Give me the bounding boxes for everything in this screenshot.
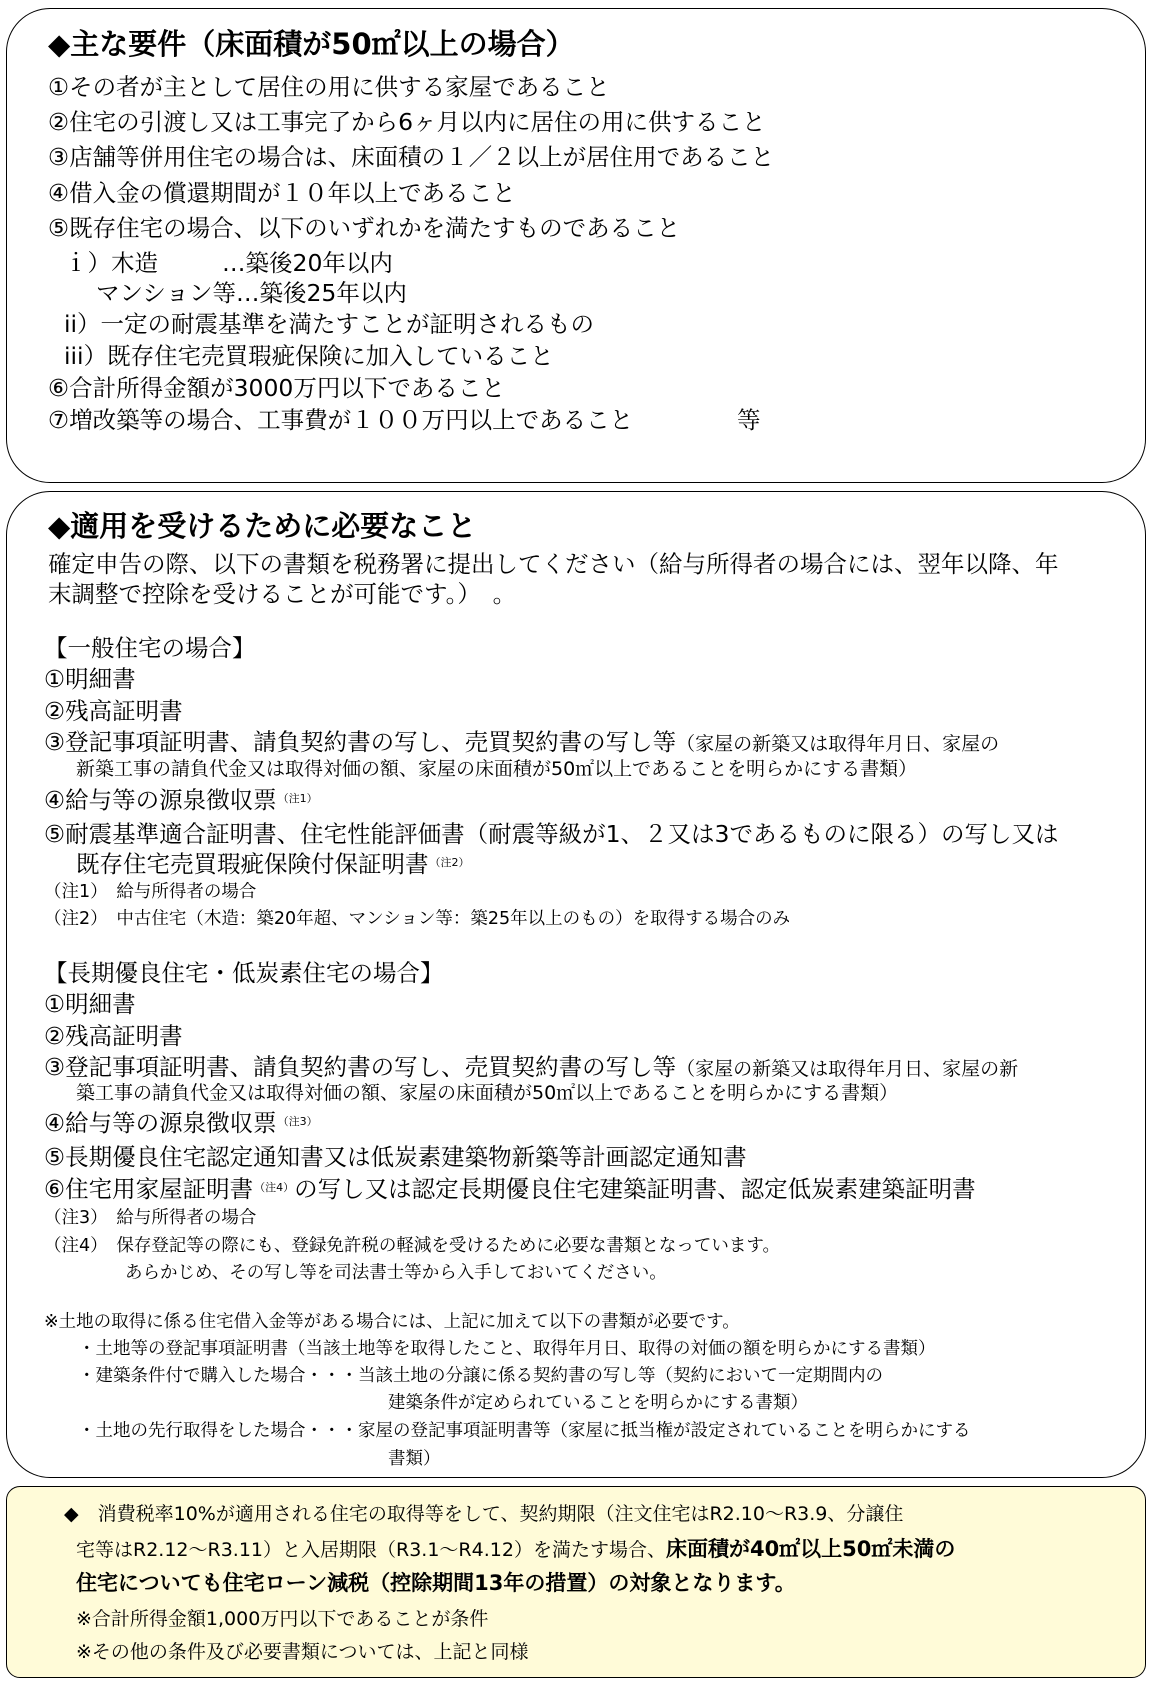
- general-item-5-label: 既存住宅売買瑕疵保険付保証明書: [76, 850, 429, 878]
- longterm-item-2: ②残高証明書: [44, 1022, 183, 1050]
- longterm-item-4: [44, 1109, 318, 1137]
- general-item-3-main: ③登記事項証明書、請負契約書の写し、売買契約書の写し等: [44, 728, 677, 756]
- notice-line1: ◆ 消費税率10%が適用される住宅の取得等をして、契約期限（注文住宅はR2.10～R3.9、分譲住: [64, 1503, 904, 1525]
- requirement-item: ③店舗等併用住宅の場合は、床面積の１／２以上が居住用であること: [48, 143, 775, 171]
- notice-line3-emphasis: 住宅についても住宅ローン減税（控除期間13年の措置）の対象となります。: [76, 1571, 796, 1595]
- needed-heading: ◆適用を受けるために必要なこと: [48, 509, 477, 543]
- requirements-heading: ◆主な要件（床面積が50㎡以上の場合）: [48, 27, 575, 61]
- needed-intro-line1: 確定申告の際、以下の書類を税務署に提出してください（給与所得者の場合には、翌年以降、年: [48, 550, 1059, 578]
- longterm-item-6: [44, 1175, 976, 1203]
- requirement-etc: 等: [737, 406, 761, 434]
- longterm-item-3-note-cont: 築工事の請負代金又は取得対価の額、家屋の床面積が50㎡以上であることを明らかにする書類）: [76, 1082, 899, 1104]
- longterm-item-6-footnote-ref: （注4）: [254, 1180, 295, 1194]
- general-item-3: [44, 728, 1000, 756]
- notice-line4: ※合計所得金額1,000万円以下であることが条件: [76, 1608, 489, 1630]
- longterm-item-5: ⑤長期優良住宅認定通知書又は低炭素建築物新築等計画認定通知書: [44, 1143, 747, 1171]
- general-title: 【一般住宅の場合】: [44, 634, 256, 662]
- general-note-2: （注2） 中古住宅（木造：築20年超、マンション等：築25年以上のもの）を取得する場合のみ: [44, 909, 791, 929]
- general-item-4: [44, 786, 318, 814]
- land-note-line3: ・建築条件付で購入した場合・・・当該土地の分譲に係る契約書の写し等（契約において一定期間内の: [78, 1366, 883, 1386]
- requirement-item: ②住宅の引渡し又は工事完了から6ヶ月以内に居住の用に供すること: [48, 108, 766, 136]
- longterm-item-1: ①明細書: [44, 990, 136, 1018]
- requirement-sub-i2: マンション等…築後25年以内: [96, 279, 407, 307]
- longterm-item-3-note: （家屋の新築又は取得年月日、家屋の新: [676, 1058, 1019, 1080]
- land-note-line5: ・土地の先行取得をした場合・・・家屋の登記事項証明書等（家屋に抵当権が設定されていることを明らかにする: [78, 1421, 971, 1441]
- land-note-line4: 建築条件が定められていることを明らかにする書類）: [388, 1393, 808, 1413]
- needed-intro-line2: 末調整で控除を受けることが可能です。） 。: [48, 580, 517, 608]
- requirement-item-6: ⑥合計所得金額が3000万円以下であること: [48, 374, 505, 402]
- notice-line5: ※その他の条件及び必要書類については、上記と同様: [76, 1641, 529, 1663]
- longterm-note-3: （注3） 給与所得者の場合: [44, 1208, 257, 1228]
- general-item-5-line1: ⑤耐震基準適合証明書、住宅性能評価書（耐震等級が1、２又は3であるものに限る）の写し又は: [44, 820, 1059, 848]
- land-note-line6: 書類）: [388, 1449, 441, 1469]
- longterm-title: 【長期優良住宅・低炭素住宅の場合】: [44, 959, 444, 987]
- longterm-item-6-label: ⑥住宅用家屋証明書: [44, 1175, 254, 1203]
- general-item-4-footnote-ref: （注1）: [277, 791, 318, 805]
- general-item-5-line2: [76, 850, 470, 878]
- general-item-2: ②残高証明書: [44, 697, 183, 725]
- notice-line2-text: 宅等はR2.12～R3.11）と入居期限（R3.1～R4.12）を満たす場合、: [76, 1539, 666, 1561]
- land-note-line2: ・土地等の登記事項証明書（当該土地等を取得したこと、取得年月日、取得の対価の額を明らかにする書類）: [78, 1339, 936, 1359]
- longterm-item-3-main: ③登記事項証明書、請負契約書の写し、売買契約書の写し等: [44, 1053, 677, 1081]
- requirement-item: ⑤既存住宅の場合、以下のいずれかを満たすものであること: [48, 214, 681, 242]
- general-note-1: （注1） 給与所得者の場合: [44, 882, 257, 902]
- land-note-line1: ※土地の取得に係る住宅借入金等がある場合には、上記に加えて以下の書類が必要です。: [44, 1312, 740, 1332]
- general-item-1: ①明細書: [44, 665, 136, 693]
- requirement-sub-ii: ii）一定の耐震基準を満たすことが証明されるもの: [64, 310, 595, 338]
- general-item-3-note-cont: 新築工事の請負代金又は取得対価の額、家屋の床面積が50㎡以上であることを明らかにする書類）: [76, 758, 918, 780]
- requirement-item: ①その者が主として居住の用に供する家屋であること: [48, 73, 610, 101]
- longterm-note-4-line2: あらかじめ、その写し等を司法書士等から入手しておいてください。: [125, 1263, 667, 1283]
- general-item-5-footnote-ref: （注2）: [429, 855, 470, 869]
- general-item-3-note: （家屋の新築又は取得年月日、家屋の: [676, 733, 1000, 755]
- longterm-item-6-rest: の写し又は認定長期優良住宅建築証明書、認定低炭素建築証明書: [294, 1175, 976, 1203]
- longterm-item-3: [44, 1053, 1019, 1081]
- longterm-item-4-footnote-ref: （注3）: [277, 1114, 318, 1128]
- requirement-sub-iii: iii）既存住宅売買瑕疵保険に加入していること: [64, 342, 554, 370]
- notice-line2-emphasis: 床面積が40㎡以上50㎡未満の: [665, 1537, 956, 1561]
- general-item-4-label: ④給与等の源泉徴収票: [44, 786, 277, 814]
- requirement-item: ④借入金の償還期間が１０年以上であること: [48, 179, 516, 207]
- notice-line2: [76, 1539, 955, 1560]
- longterm-item-4-label: ④給与等の源泉徴収票: [44, 1109, 277, 1137]
- requirement-item-7: ⑦増改築等の場合、工事費が１００万円以上であること: [48, 406, 634, 434]
- requirement-sub-i-label: ｉ）木造: [64, 249, 158, 277]
- longterm-note-4-line1: （注4） 保存登記等の際にも、登録免許税の軽減を受けるために必要な書類となっています。: [44, 1236, 780, 1256]
- requirement-sub-i-value: …築後20年以内: [222, 249, 393, 277]
